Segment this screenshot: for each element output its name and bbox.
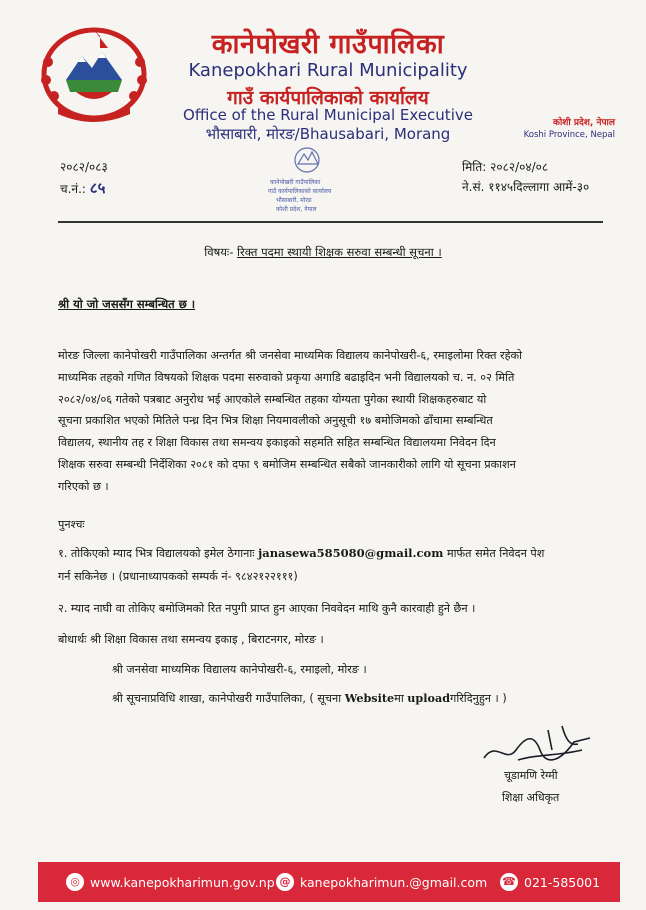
bodharth-label: बोधार्थः: [58, 633, 87, 646]
globe-icon: ◎: [66, 873, 84, 891]
upload-word: upload: [407, 691, 451, 705]
letterhead-footer: [38, 862, 620, 902]
nepal-sambat-date: ने.सं. ११४५दिल्लागा आमें-३०: [462, 180, 590, 194]
bodharth-recipient-3b: मा: [394, 692, 404, 705]
school-email: janasewa585080@gmail.com: [258, 546, 444, 560]
bodharth-recipient-2: श्री जनसेवा माध्यमिक विद्यालय कानेपोखरी-६, रमाइलो, मोरङ ।: [112, 663, 367, 676]
stamp-line-2: गाउँ कार्यपालिकाको कार्यालय: [268, 188, 332, 195]
bodharth-line-3: [112, 688, 507, 709]
chalani-label: च.नं.:: [60, 182, 86, 196]
stamp-line-4: कोशी प्रदेश, नेपाल: [276, 206, 317, 213]
body-line: गरिएको छ ।: [58, 479, 109, 493]
punashcha-item-2: २. म्याद नाघी वा तोकिए बमोजिमको रित नपुगी प्राप्त हुन आएका निववेदन माथि कुनै कारवाही हुने छैन ।: [58, 602, 476, 615]
salutation: श्री यो जो जससँग सम्बन्धित छ ।: [58, 297, 196, 311]
municipality-name-en: Kanepokhari Rural Municipality: [188, 60, 468, 81]
municipality-name-np: कानेपोखरी गाउँपालिका: [211, 29, 445, 60]
item1-text-b: मार्फत समेत निवेदन पेश: [446, 547, 545, 560]
bodharth-recipient-3a: श्री सूचनाप्रविधि शाखा, कानेपोखरी गाउँपालिका, ( सूचना: [112, 692, 342, 705]
office-name-en: Office of the Rural Municipal Executive: [183, 106, 473, 124]
date-label: मिति:: [462, 160, 487, 174]
header-divider: [58, 221, 603, 223]
letter-subject: [0, 245, 646, 260]
stamp-line-3: भौसाबारी, मोरङ: [276, 197, 312, 204]
fiscal-year: २०८२/०८३: [60, 160, 108, 174]
chalani-number: [60, 178, 105, 198]
email-icon: @: [276, 873, 294, 891]
punashcha-item-1: [58, 543, 608, 564]
body-paragraph: [58, 345, 608, 498]
body-line: माध्यमिक तहको गणित विषयको शिक्षक पदमा सरुवाको प्रकृया अगाडि बढाइदिन भनी विद्यालयको च. न. ०२ मिति: [58, 370, 515, 384]
website-word: Website: [344, 691, 395, 705]
subject-text: रिक्त पदमा स्थायी शिक्षक सरुवा सम्बन्धी सूचना ।: [237, 245, 442, 259]
footer-website[interactable]: [66, 873, 275, 891]
body-line: सूचना प्रकाशित भएको मितिले पन्ध्र दिन भित्र शिक्षा नियमावलीको अनुसूची १७ बमोजिमको ढाँचामा सम्बन्धित: [58, 414, 493, 428]
province-np: कोशी प्रदेश, नेपाल: [553, 118, 615, 128]
body-line: २०८२/०४/०६ गतेको पत्रबाट अनुरोध भई आएकोले सम्बन्धित तहका योग्यता पुगेका स्थायी शिक्षकहरुबाट यो: [58, 392, 487, 406]
office-stamp-icon: [262, 140, 352, 220]
footer-email-text: kanepokharimun.@gmail.com: [300, 874, 488, 890]
phone-icon: ☎: [500, 873, 518, 891]
province-en: Koshi Province, Nepal: [523, 130, 615, 140]
punashcha-item-1-cont: गर्न सकिनेछ । (प्रधानाध्यापकको सम्पर्क नं- ९८४२१२२१११): [58, 570, 298, 583]
subject-label: विषयः-: [204, 245, 234, 259]
signatory-title: शिक्षा अधिकृत: [502, 791, 560, 804]
letter-date: [462, 158, 548, 175]
chalani-value: ८५: [89, 179, 106, 197]
footer-website-text: www.kanepokharimun.gov.np: [90, 874, 275, 890]
body-line: मोरङ जिल्ला कानेपोखरी गाउँपालिका अन्तर्गत श्री जनसेवा माध्यमिक विद्यालय कानेपोखरी-६, रमाइलोमा रिक्त रहेको: [58, 349, 523, 362]
bodharth-line-1: [58, 629, 324, 650]
body-line: शिक्षक सरुवा सम्बन्धी निर्देशिका २०८१ को दफा ९ बमोजिम सम्बन्धित सबैको जानकारीको लागि यो सूचना प्रकाशन: [58, 457, 516, 471]
municipality-emblem-icon: [38, 22, 150, 122]
office-address: भौसाबारी, मोरङ/Bhausabari, Morang: [205, 125, 451, 143]
signatory-name: चूडामणि रेग्मी: [504, 769, 558, 782]
footer-phone[interactable]: [500, 873, 600, 891]
bodharth-recipient-1: श्री शिक्षा विकास तथा समन्वय इकाइ , बिराटनगर, मोरङ ।: [90, 633, 324, 646]
stamp-line-1: कानेपोखरी गाउँपालिका: [270, 179, 321, 186]
office-name-np: गाउँ कार्यपालिकाको कार्यालय: [227, 87, 429, 109]
punashcha-label: पुनश्चः: [58, 518, 85, 531]
item1-text-a: १. तोकिएको म्याद भित्र विद्यालयको इमेल ठेगानाः: [58, 547, 255, 560]
footer-phone-text: 021-585001: [524, 874, 601, 890]
date-value: २०८२/०४/०८: [490, 160, 549, 174]
bodharth-recipient-3c: गरिदिनुहुन । ): [450, 692, 507, 705]
footer-email[interactable]: [276, 873, 487, 891]
body-line: विद्यालय, स्थानीय तह र शिक्षा विकास तथा समन्वय इकाइको सहमति सहित सम्बन्धित विद्यालयमा निवेदन दिन: [58, 436, 496, 450]
